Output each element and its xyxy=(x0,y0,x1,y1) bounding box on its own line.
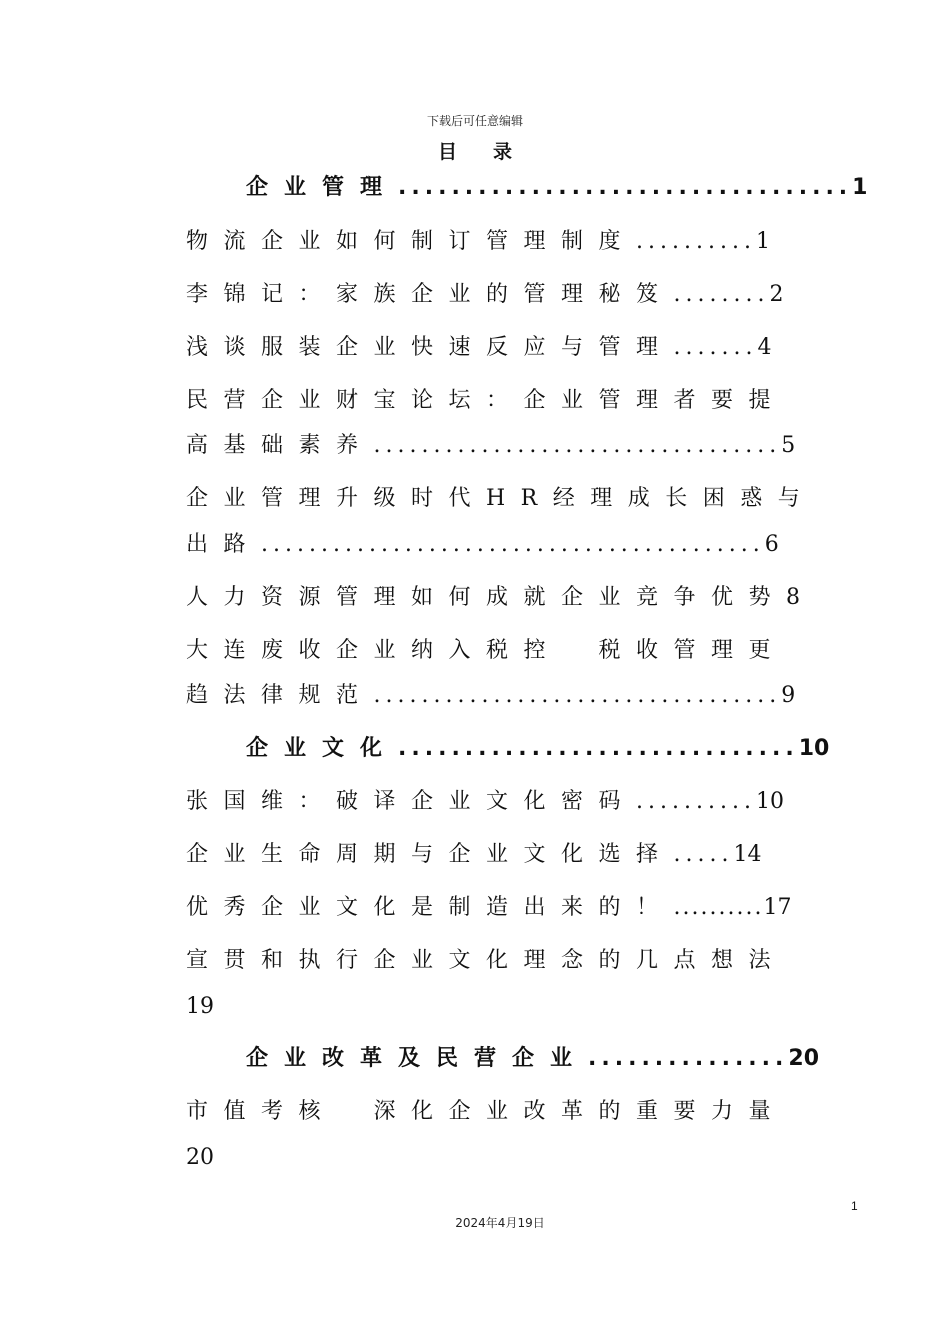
toc-entry-text: 企业改革及民营企业 xyxy=(246,1046,589,1071)
toc-entry-page: 20 xyxy=(788,1046,820,1071)
toc-entry-page: 5 xyxy=(781,433,796,458)
toc-entry-dots: .................................. xyxy=(373,433,782,458)
toc-entry[interactable] xyxy=(186,485,815,513)
toc-entry-text: 浅谈服装企业快速反应与管理 xyxy=(186,335,674,360)
toc-entry-text: 大连废收企业纳入税控 税收管理更 xyxy=(186,638,787,663)
toc-entry-dots: .......................................... xyxy=(261,532,765,557)
toc-entry-text: 出路 xyxy=(186,532,262,557)
toc-entry-text: 张国维：破译企业文化密码 xyxy=(186,789,637,814)
toc-entry-dots: ............... xyxy=(588,1046,789,1071)
page-number: 1 xyxy=(851,1199,858,1213)
toc-entry[interactable] xyxy=(186,894,791,922)
toc-entry[interactable] xyxy=(186,841,761,869)
toc-entry-text: 物流企业如何制订管理制度 xyxy=(186,229,637,254)
toc-title: 目录 xyxy=(437,141,548,163)
toc-entry[interactable] xyxy=(186,1098,786,1126)
toc-entry-page: 2 xyxy=(769,282,784,307)
toc-entry-continuation[interactable] xyxy=(186,682,795,710)
toc-entry-dots: .................................. xyxy=(398,175,853,200)
footer-date: 2024年4月19日 xyxy=(455,1216,545,1230)
toc-entry-page: 1 xyxy=(755,229,770,254)
toc-entry-dots: .................................. xyxy=(373,683,782,708)
toc-entry-page: 8 xyxy=(786,585,801,610)
toc-entry-text: 市值考核 深化企业改革的重要力量 xyxy=(186,1099,787,1124)
toc-entry-text: 企业管理升级时代HR经理成长困惑与 xyxy=(186,486,816,511)
toc-entry-dots: .............................. xyxy=(398,736,799,761)
toc-entry[interactable] xyxy=(186,637,786,665)
toc-entry-text: 人力资源管理如何成就企业竞争优势 xyxy=(186,585,787,610)
toc-entry-continuation[interactable] xyxy=(186,432,795,460)
toc-entry-page: 4 xyxy=(757,335,772,360)
toc-entry-dots: .......... xyxy=(636,789,756,814)
toc-entry-continuation[interactable] xyxy=(186,531,779,559)
toc-section-heading[interactable] xyxy=(246,735,829,763)
toc-entry-page: 9 xyxy=(781,683,796,708)
toc-entry[interactable] xyxy=(186,947,786,975)
toc-entry-continuation[interactable] xyxy=(186,993,214,1021)
toc-entry[interactable] xyxy=(186,584,800,612)
toc-entry[interactable] xyxy=(186,281,783,309)
toc-section-heading[interactable] xyxy=(246,1045,819,1073)
toc-entry-dots: ..... xyxy=(673,842,734,867)
toc-entry-page: 1 xyxy=(852,175,868,200)
toc-entry-text: 企业生命周期与企业文化选择 xyxy=(186,842,674,867)
toc-entry-page: 19 xyxy=(186,994,214,1019)
toc-entry-text: 民营企业财宝论坛：企业管理者要提 xyxy=(186,388,787,413)
toc-entry[interactable] xyxy=(186,387,786,415)
toc-entry[interactable] xyxy=(186,788,784,816)
toc-entry-text: 高基础素养 xyxy=(186,433,374,458)
toc-entry-dots: .......... xyxy=(636,229,756,254)
toc-entry-continuation[interactable] xyxy=(186,1144,214,1172)
toc-entry-text: 趋法律规范 xyxy=(186,683,374,708)
toc-entry-page: 14 xyxy=(733,842,762,867)
toc-entry-page: 20 xyxy=(186,1145,214,1170)
toc-entry-dots: .......... xyxy=(673,895,764,920)
toc-entry-dots: ....... xyxy=(673,335,758,360)
toc-entry-text: 李锦记：家族企业的管理秘笈 xyxy=(186,282,674,307)
toc-entry-text: 企业管理 xyxy=(246,175,399,200)
toc-entry-text: 优秀企业文化是制造出来的！ xyxy=(186,895,674,920)
toc-entry-page: 6 xyxy=(764,532,779,557)
header-note: 下载后可任意编辑 xyxy=(426,114,523,128)
toc-entry[interactable] xyxy=(186,228,770,256)
toc-entry-text: 宣贯和执行企业文化理念的几点想法 xyxy=(186,948,787,973)
toc-entry[interactable] xyxy=(186,334,771,362)
toc-entry-page: 17 xyxy=(763,895,792,920)
toc-section-heading[interactable] xyxy=(246,174,867,202)
toc-entry-dots: ........ xyxy=(673,282,770,307)
toc-entry-page: 10 xyxy=(798,736,830,761)
toc-entry-page: 10 xyxy=(755,789,784,814)
toc-entry-text: 企业文化 xyxy=(246,736,399,761)
